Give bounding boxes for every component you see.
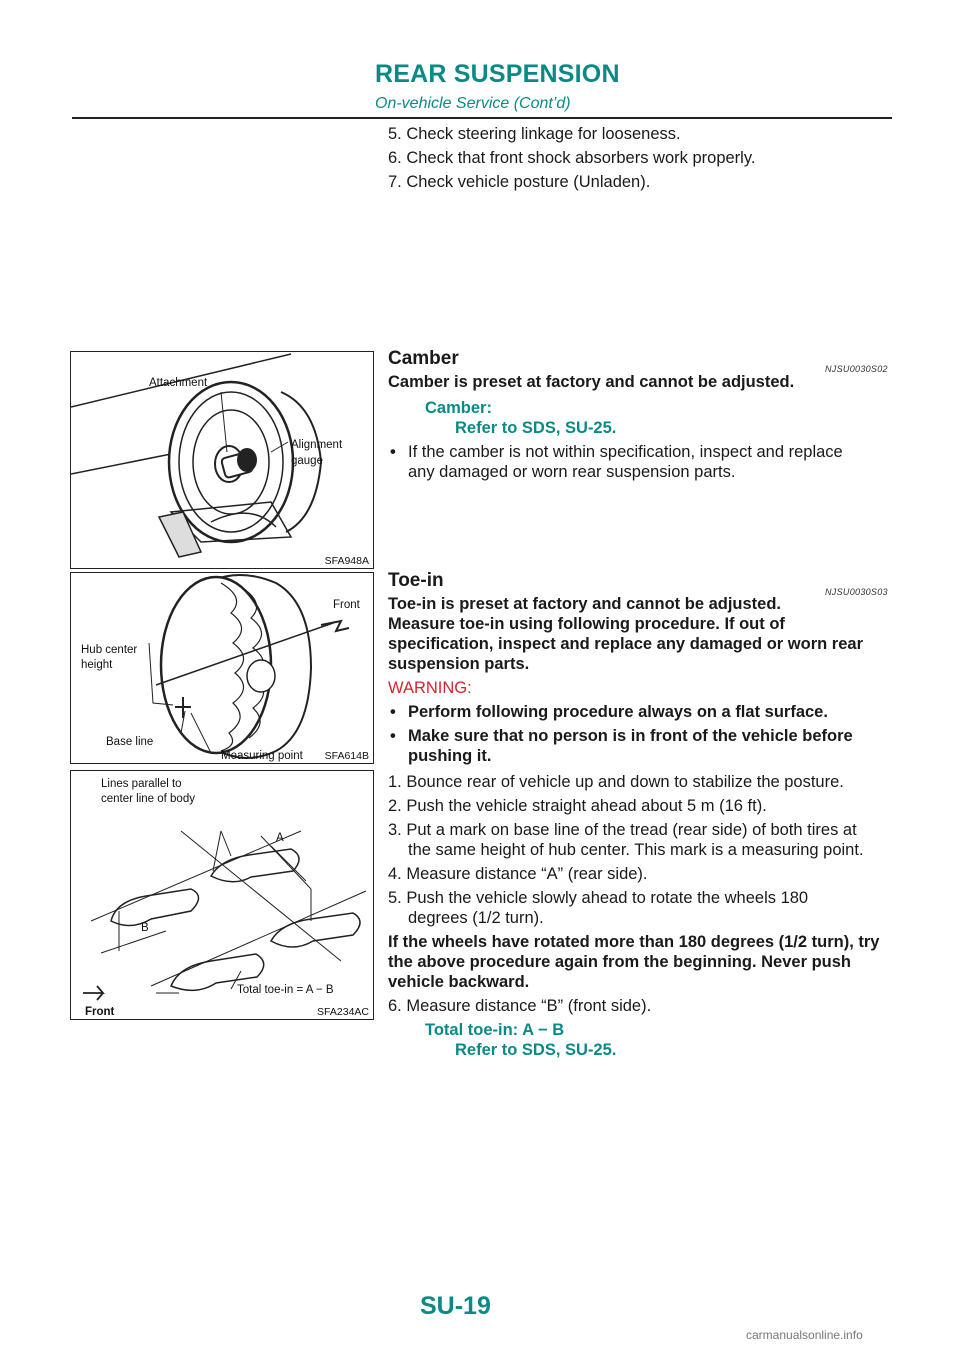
bullet-icon: • xyxy=(390,727,396,745)
camber-preset: Camber is preset at factory and cannot be adjusted. xyxy=(388,373,795,391)
note-line-1: If the wheels have rotated more than 180 degrees (1/2 turn), try xyxy=(388,933,880,951)
label-front: Front xyxy=(333,599,360,611)
page-number: SU-19 xyxy=(420,1292,491,1320)
step-1: 1. Bounce rear of vehicle up and down to stabilize the posture. xyxy=(388,773,844,791)
camber-title: Camber xyxy=(388,348,459,369)
warning-item-2b: pushing it. xyxy=(408,747,492,765)
toein-p2: Measure toe-in using following procedure. If out of xyxy=(388,615,785,633)
label-gauge: gauge xyxy=(291,455,323,467)
bullet-icon: • xyxy=(390,703,396,721)
header-rule xyxy=(72,117,892,119)
step-3a: 3. Put a mark on base line of the tread (rear side) of both tires at xyxy=(388,821,857,839)
figure-code: SFA948A xyxy=(324,555,369,567)
toein-code: NJSU0030S03 xyxy=(825,587,888,597)
toein-diagram xyxy=(71,771,373,1019)
label-hub-center: Hub center xyxy=(81,644,138,656)
toein-p3: specification, inspect and replace any damaged or worn rear xyxy=(388,635,863,653)
label-measuring-point: Measuring point xyxy=(221,750,303,762)
label-front: Front xyxy=(85,1006,115,1018)
step-5a: 5. Push the vehicle slowly ahead to rotate the wheels 180 xyxy=(388,889,809,907)
page-subtitle: On-vehicle Service (Cont’d) xyxy=(375,95,571,112)
figure-toein-tire xyxy=(70,572,374,764)
toein-p1: Toe-in is preset at factory and cannot be adjusted. xyxy=(388,595,782,613)
toein-spec-label: Total toe-in: A − B xyxy=(425,1021,565,1039)
step-6: 6. Measure distance “B” (front side). xyxy=(388,997,652,1015)
camber-illustration xyxy=(71,352,373,568)
toein-title: Toe-in xyxy=(388,570,444,591)
camber-code: NJSU0030S02 xyxy=(825,364,888,374)
label-base-line: Base line xyxy=(106,736,154,748)
label-attachment: Attachment xyxy=(149,377,208,389)
tire-illustration xyxy=(71,573,373,763)
warning-item-2a: Make sure that no person is in front of the vehicle before xyxy=(408,727,853,745)
label-height: height xyxy=(81,659,113,671)
intro-step-5: 5. Check steering linkage for looseness. xyxy=(388,125,681,143)
step-3b: the same height of hub center. This mark is a measuring point. xyxy=(408,841,864,859)
label-alignment: Alignment xyxy=(291,439,343,451)
camber-bullet-line2: any damaged or worn rear suspension parts. xyxy=(408,463,736,481)
toein-p4: suspension parts. xyxy=(388,655,530,673)
figure-code: SFA234AC xyxy=(317,1006,369,1018)
intro-step-7: 7. Check vehicle posture (Unladen). xyxy=(388,173,651,191)
label-center-line: center line of body xyxy=(101,793,195,805)
warning-item-1: Perform following procedure always on a flat surface. xyxy=(408,703,828,721)
figure-code: SFA614B xyxy=(324,750,369,762)
note-line-3: vehicle backward. xyxy=(388,973,530,991)
camber-spec-label: Camber: xyxy=(425,399,492,417)
note-line-2: the above procedure again from the beginning. Never push xyxy=(388,953,851,971)
label-lines-parallel: Lines parallel to xyxy=(101,778,182,790)
intro-step-6: 6. Check that front shock absorbers work properly. xyxy=(388,149,756,167)
figure-toein-layout xyxy=(70,770,374,1020)
camber-bullet-line1: If the camber is not within specification, inspect and replace xyxy=(408,443,843,461)
page-title: REAR SUSPENSION xyxy=(375,60,620,88)
step-4: 4. Measure distance “A” (rear side). xyxy=(388,865,648,883)
bullet-icon: • xyxy=(390,443,396,461)
label-a: A xyxy=(276,832,284,844)
warning-label: WARNING: xyxy=(388,679,472,697)
step-5b: degrees (1/2 turn). xyxy=(408,909,544,927)
toein-spec-value: Refer to SDS, SU-25. xyxy=(455,1041,617,1059)
step-2: 2. Push the vehicle straight ahead about 5 m (16 ft). xyxy=(388,797,767,815)
label-b: B xyxy=(141,922,149,934)
footer-watermark: carmanualsonline.info xyxy=(746,1328,863,1342)
camber-spec-value: Refer to SDS, SU-25. xyxy=(455,419,617,437)
figure-camber xyxy=(70,351,374,569)
label-total-toein: Total toe-in = A − B xyxy=(237,984,334,996)
